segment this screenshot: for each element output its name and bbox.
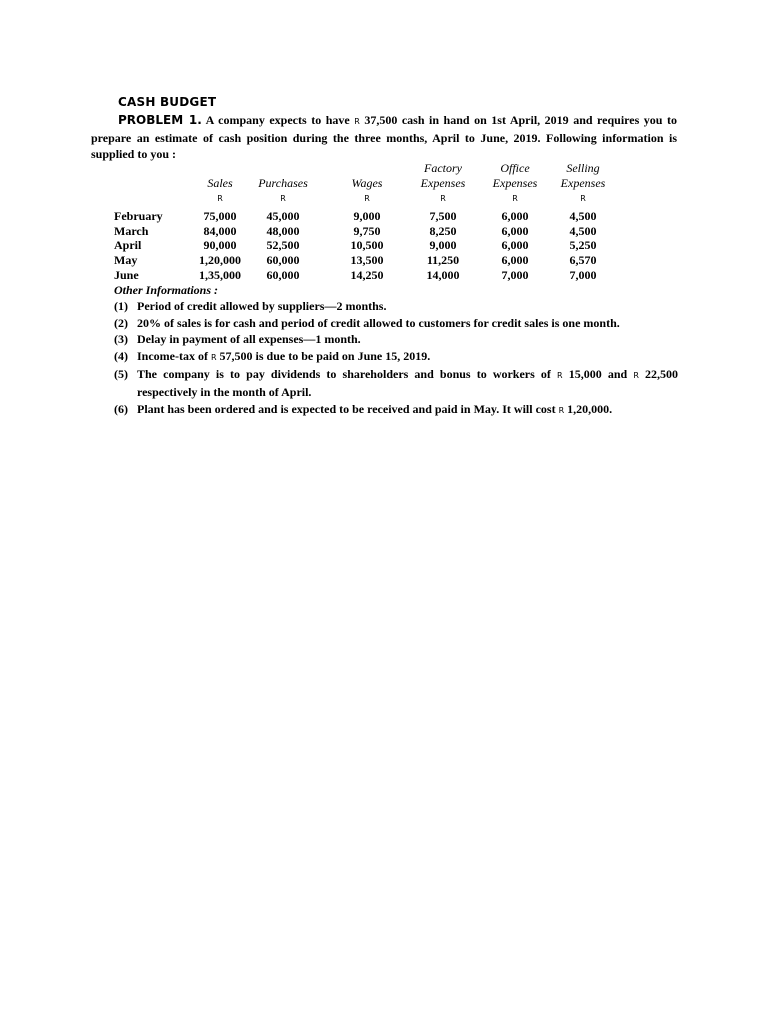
column-header-line1: Factory	[424, 161, 462, 175]
note-number: (6)	[114, 401, 128, 416]
table-cell: 4,500	[569, 224, 597, 238]
note-number: (1)	[114, 299, 128, 313]
column-header: Expenses	[492, 176, 538, 190]
table-cell: 1,20,000	[199, 253, 241, 267]
page-title: CASH BUDGET	[118, 95, 217, 109]
table-cell: 8,250	[429, 224, 457, 238]
other-informations-heading: Other Informations :	[114, 283, 219, 297]
currency-symbol: R	[210, 352, 217, 362]
table-cell: 6,000	[501, 224, 529, 238]
note-text-part: 22,500 respectively in the month of April.	[137, 367, 678, 399]
note-number: (2)	[114, 315, 128, 330]
currency-unit: R	[217, 194, 223, 203]
note-text-part: Income-tax of	[137, 348, 211, 363]
table-cell: 9,000	[429, 238, 457, 252]
row-label: February	[114, 209, 163, 223]
note-text-part: 20% of sales is for cash and period of credit allowed to customers for credit sales is one month.	[137, 315, 620, 330]
currency-symbol: R	[633, 371, 639, 380]
currency-unit: R	[580, 194, 586, 203]
table-cell: 7,000	[501, 268, 529, 282]
note-text-part: Delay in payment of all expenses—1 month.	[137, 332, 361, 346]
table-cell: 48,000	[266, 224, 300, 238]
table-cell: 90,000	[203, 238, 237, 252]
table-cell: 60,000	[266, 253, 300, 267]
note-text	[137, 401, 678, 419]
problem-statement	[91, 112, 677, 162]
note-number: (3)	[114, 332, 128, 346]
note-item	[114, 401, 678, 419]
table-cell: 10,500	[350, 238, 384, 252]
note-item	[114, 348, 678, 366]
intro-text-1: A company expects to have	[201, 113, 355, 127]
currency-symbol: R	[354, 117, 360, 126]
table-cell: 7,500	[429, 209, 457, 223]
note-text-part: Plant has been ordered and is expected to be received and paid in May. It will cost	[137, 401, 559, 416]
row-label: March	[114, 224, 149, 238]
row-label: June	[114, 268, 139, 282]
table-cell: 5,250	[569, 238, 597, 252]
table-cell: 13,500	[350, 253, 384, 267]
note-number: (5)	[114, 367, 128, 381]
note-text-part: 15,000 and	[562, 367, 634, 381]
currency-unit: R	[280, 194, 286, 203]
table-cell: 7,000	[569, 268, 597, 282]
currency-unit: R	[364, 194, 370, 203]
intro-text-2: 37,500 cash in hand on 1st April, 2019 and requires you to prepare an estimate of cash position during the three months, April to June, 2019. Following information is supplied to you :	[91, 113, 677, 161]
row-label: May	[114, 253, 138, 267]
currency-symbol: R	[557, 371, 563, 380]
table-cell: 9,750	[353, 224, 381, 238]
table-cell: 60,000	[266, 268, 300, 282]
column-header: Expenses	[560, 176, 606, 190]
column-header: Purchases	[258, 176, 308, 190]
note-text-part: Period of credit allowed by suppliers—2 months.	[137, 299, 387, 313]
note-item	[114, 315, 678, 331]
table-cell: 6,000	[501, 253, 529, 267]
currency-symbol: R	[558, 405, 565, 415]
note-item	[114, 366, 678, 400]
column-header-line1: Selling	[566, 161, 600, 175]
note-text-part: 57,500 is due to be paid on June 15, 2019.	[216, 348, 431, 363]
note-text	[137, 298, 678, 314]
currency-unit: R	[440, 194, 446, 203]
table-cell: 6,000	[501, 238, 529, 252]
table-cell: 6,570	[569, 253, 597, 267]
column-header: Sales	[207, 176, 233, 190]
table-cell: 45,000	[266, 209, 300, 223]
note-number: (4)	[114, 348, 128, 363]
row-label: April	[114, 238, 142, 252]
table-cell: 11,250	[426, 253, 460, 267]
currency-unit: R	[512, 194, 518, 203]
note-text	[137, 331, 678, 347]
column-header: Wages	[351, 176, 383, 190]
note-text-part: The company is to pay dividends to shareholders and bonus to workers of	[137, 367, 558, 381]
column-header-line1: Office	[500, 161, 530, 175]
table-cell: 14,250	[350, 268, 384, 282]
notes-list	[114, 298, 678, 419]
table-cell: 75,000	[203, 209, 237, 223]
table-cell: 84,000	[203, 224, 237, 238]
note-text	[137, 366, 678, 400]
column-header: Expenses	[420, 176, 466, 190]
table-cell: 14,000	[426, 268, 460, 282]
note-text-part: 1,20,000.	[564, 401, 613, 416]
problem-label: PROBLEM 1.	[118, 113, 202, 127]
note-item	[114, 298, 678, 314]
table-cell: 6,000	[501, 209, 529, 223]
table-cell: 9,000	[353, 209, 381, 223]
note-text	[137, 348, 678, 366]
table-cell: 1,35,000	[199, 268, 241, 282]
table-cell: 4,500	[569, 209, 597, 223]
table-cell: 52,500	[266, 238, 300, 252]
note-text	[137, 315, 678, 331]
note-item	[114, 331, 678, 347]
